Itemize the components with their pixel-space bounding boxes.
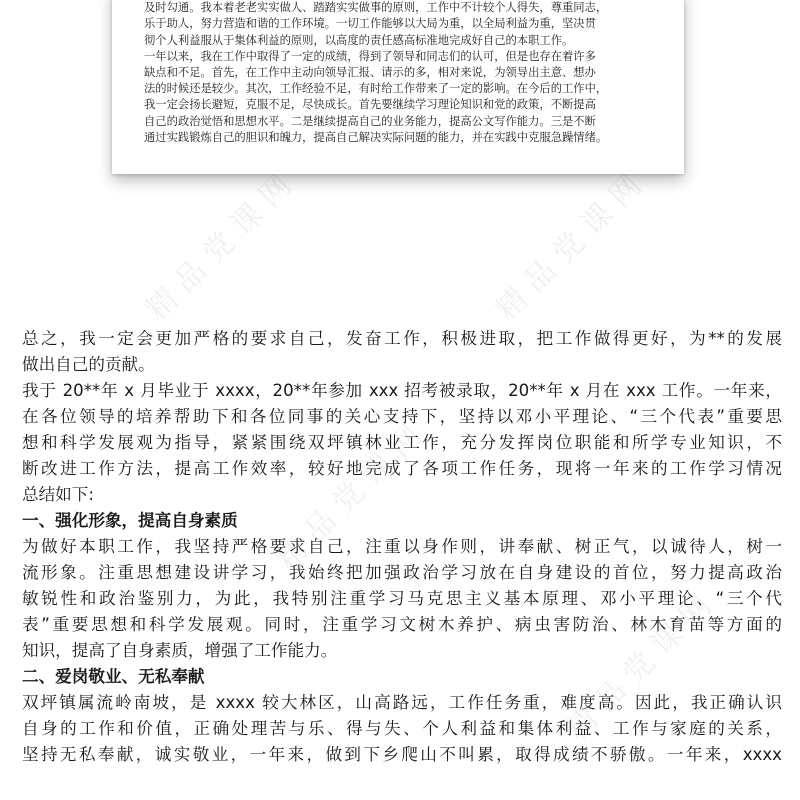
watermark-text: 精品党课网	[489, 161, 656, 328]
body-line: 做出自己的贡献。	[22, 355, 155, 374]
body-line: 自身的工作和价值，正确处理苦与乐、得与失、个人利益和集体利益、工作与家庭的关系，	[22, 719, 782, 738]
body-line: 知识，提高了自身素质，增强了工作能力。	[22, 641, 338, 660]
section-heading: 二、爱岗敬业、无私奉献	[22, 667, 205, 686]
preview-line: 法的时候还是较少。其次，工作经验不足，有时给工作带来了一定的影响。在今后的工作中，	[144, 82, 608, 96]
body-line: 总之，我一定会更加严格的要求自己，发奋工作，积极进取，把工作做得更好，为**的发展	[22, 329, 782, 348]
preview-line: 我一定会扬长避短，克服不足，尽快成长。首先要继续学习理论知识和党的政策，不断提高	[144, 98, 596, 112]
preview-text-block	[144, 0, 654, 146]
preview-line: 缺点和不足。首先，在工作中主动向领导汇报、请示的多，相对来说，为领导出主意、想办	[144, 65, 596, 79]
body-line: 在各位领导的培养帮助下和各位同事的关心支持下，坚持以邓小平理论、“三个代表”重要思	[22, 407, 782, 426]
body-line: 表”重要思想和科学发展观。同时，注重学习文树木养护、病虫害防治、林木育苗等方面的	[22, 615, 782, 634]
body-line: 总结如下:	[22, 485, 94, 504]
body-line: 断改进工作方法，提高工作效率，较好地完成了各项工作任务，现将一年来的工作学习情况	[22, 459, 782, 478]
preview-line: 一年以来，我在工作中取得了一定的成绩，得到了领导和同志们的认可，但是也存在着许多	[144, 49, 596, 63]
watermark-text: 精品党课网	[269, 411, 436, 578]
document-preview-card	[112, 0, 684, 174]
preview-line: 彻个人利益服从于集体利益的原则，以高度的责任感高标准地完成好自己的本职工作。	[144, 33, 574, 47]
watermark-text: 精品党课网	[139, 161, 306, 328]
preview-line: 乐于助人，努力营造和谐的工作环境。一切工作能够以大局为重，以全局利益为重，坚决贯	[144, 17, 596, 31]
body-line: 想和科学发展观为指导，紧紧围绕双坪镇林业工作，充分发挥岗位职能和所学专业知识，不	[22, 433, 782, 452]
preview-line: 自己的政治觉悟和思想水平。二是继续提高自己的业务能力，提高公文写作能力。三是不断	[144, 114, 596, 128]
document-body	[22, 326, 782, 768]
body-line: 流形象。注重思想建设讲学习，我始终把加强政治学习放在自身建设的首位，努力提高政治	[22, 563, 782, 582]
body-line: 坚持无私奉献，诚实敬业，一年来，做到下乡爬山不叫累，取得成绩不骄傲。一年来，xxxx	[22, 745, 782, 764]
body-line: 我于 20**年 x 月毕业于 xxxx，20**年参加 xxx 招考被录取，20**年 x 月在 xxx 工作。一年来，	[22, 381, 782, 400]
body-line: 敏锐性和政治鉴别力，为此，我特别注重学习马克思主义基本原理、邓小平理论、“三个代	[22, 589, 782, 608]
body-line: 为做好本职工作，我坚持严格要求自己，注重以身作则，讲奉献、树正气，以诚待人，树一	[22, 537, 782, 556]
preview-line: 通过实践锻炼自己的胆识和魄力，提高自己解决实际问题的能力，并在实践中克服急躁情绪。	[144, 130, 608, 144]
watermark-text: 精品党课网	[559, 581, 726, 748]
body-line: 双坪镇属流岭南坡，是 xxxx 较大林区，山高路远，工作任务重，难度高。因此，我正确认识	[22, 693, 782, 712]
section-heading: 一、强化形象，提高自身素质	[22, 511, 238, 530]
preview-line: 及时勾通。我本着老老实实做人、踏踏实实做事的原则，工作中不计较个人得失，尊重同志，	[144, 1, 608, 15]
